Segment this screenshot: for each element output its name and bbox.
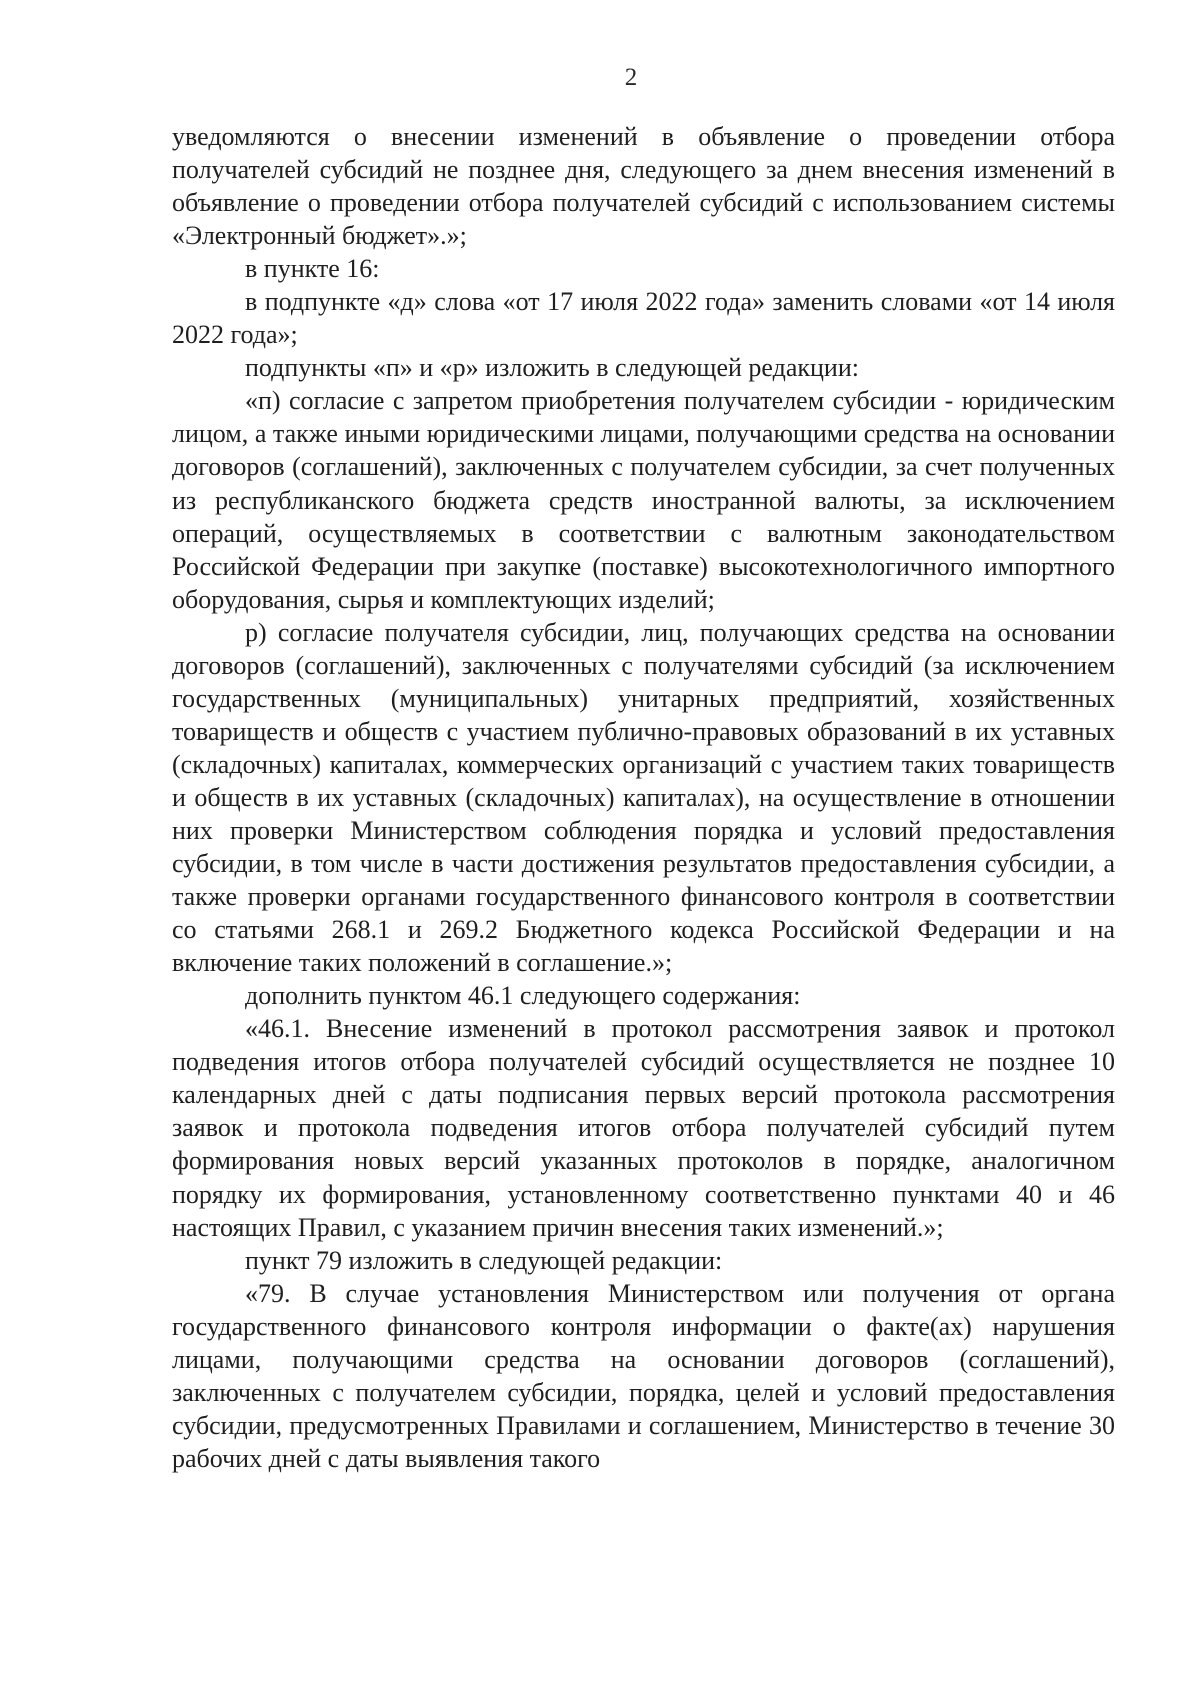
paragraph: в пункте 16: <box>245 254 380 284</box>
page-number: 2 <box>624 64 638 91</box>
paragraph: дополнить пунктом 46.1 следующего содержания: <box>245 981 801 1011</box>
paragraph: «79. В случае установления Министерством или получения от органа государственного финансового контроля информации о факте(ах) нарушения лицами, получающими средства на основании договоров (соглашений), заключенных с получателем субсидии, порядка, целей и условий предоставления субсидии, предусмотренных Правилами и соглашением, Министерство в течение 30 рабочих дней с даты выявления такого <box>172 1278 1115 1473</box>
paragraph: пункт 79 изложить в следующей редакции: <box>245 1245 723 1275</box>
paragraph: в подпункте «д» слова «от 17 июля 2022 года» заменить словами «от 14 июля 2022 года»; <box>172 287 1115 350</box>
paragraph: «п) согласие с запретом приобретения получателем субсидии - юридическим лицом, а также иными юридическими лицами, получающими средства на основании договоров (соглашений), заключенных с получателем субсидии, за счет полученных из республиканского бюджета средств иностранной валюты, за исключением операций, осуществляемых в соответствии с валютным законодательством Российской Федерации при закупке (поставке) высокотехнологичного импортного оборудования, сырья и комплектующих изделий; <box>172 386 1115 614</box>
paragraph: уведомляются о внесении изменений в объявление о проведении отбора получателей субсидий не позднее дня, следующего за днем внесения изменений в объявление о проведении отбора получателей субсидий с использованием системы «Электронный бюджет».»; <box>172 122 1115 251</box>
paragraph: «46.1. Внесение изменений в протокол рассмотрения заявок и протокол подведения итогов отбора получателей субсидий осуществляется не позднее 10 календарных дней с даты подписания первых версий протокола рассмотрения заявок и протокола подведения итогов отбора получателей субсидий путем формирования новых версий указанных протоколов в порядке, аналогичном порядку их формирования, установленному соответственно пунктами 40 и 46 настоящих Правил, с указанием причин внесения таких изменений.»; <box>172 1014 1115 1242</box>
paragraph: р) согласие получателя субсидии, лиц, получающих средства на основании договоров (соглашений), заключенных с получателями субсидий (за исключением государственных (муниципальных) унитарных предприятий, хозяйственных товариществ и обществ с участием публично-правовых образований в их уставных (складочных) капиталах, коммерческих организаций с участием таких товариществ и обществ в их уставных (складочных) капиталах), на осуществление в отношении них проверки Министерством соблюдения порядка и условий предоставления субсидии, в том числе в части достижения результатов предоставления субсидии, а также проверки органами государственного финансового контроля в соответствии со статьями 268.1 и 269.2 Бюджетного кодекса Российской Федерации и на включение таких положений в соглашение.»; <box>172 617 1115 978</box>
paragraph: подпункты «п» и «р» изложить в следующей редакции: <box>245 353 859 383</box>
document-body <box>172 120 1115 1475</box>
